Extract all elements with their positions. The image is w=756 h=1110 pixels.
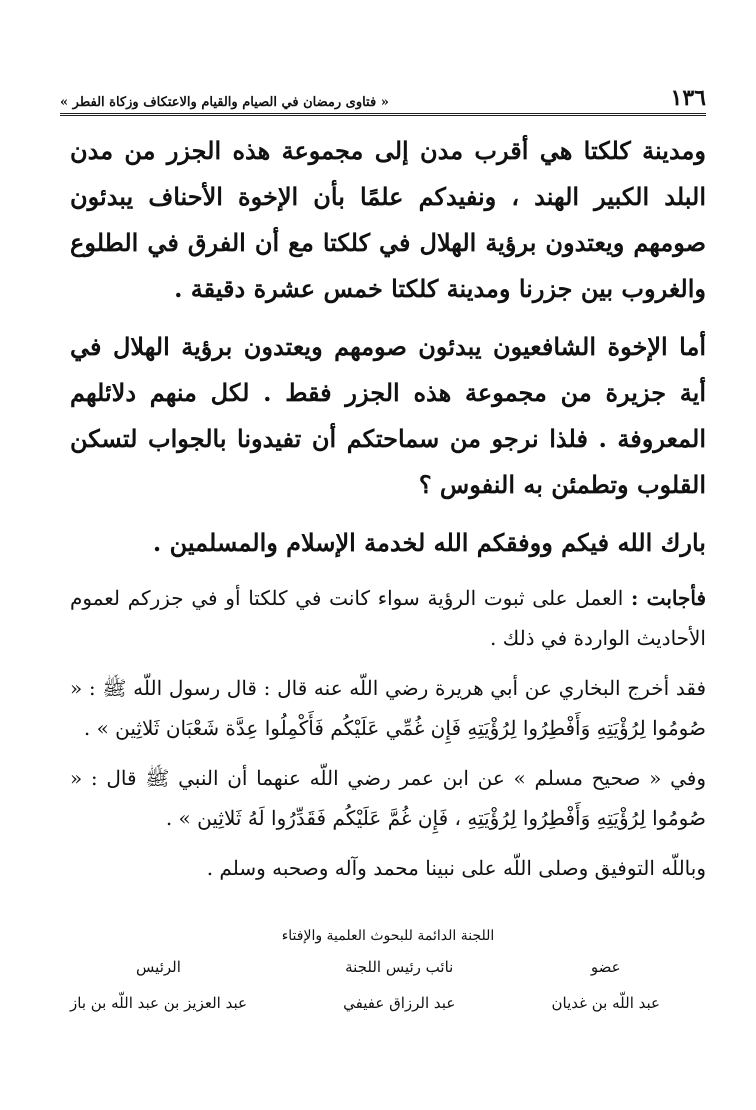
answer-text: العمل على ثبوت الرؤية سواء كانت في كلكتا أو في جزركم لعموم الأحاديث الواردة في ذلك .	[70, 586, 706, 650]
question-paragraph: أما الإخوة الشافعيون يبدئون صومهم ويعتدون برؤية الهلال في أية جزيرة من مجموعة هذه الجزر فقط . لكل منهم دلائلهم المعروفة . فلذا نرجو من سماحتكم أن تفيدونا بالجواب لتسكن القلوب وتطمئن به النفوس ؟	[70, 332, 706, 499]
signature-block	[70, 958, 660, 1012]
answer-paragraph	[70, 578, 706, 658]
question-paragraph: ومدينة كلكتا هي أقرب مدن إلى مجموعة هذه الجزر من مدن البلد الكبير الهند ، ونفيدكم علمًا بأن الإخوة الأحناف يبدئون صومهم ويعتدون برؤية الهلال في كلكتا مع أن الفرق في الطلوع والغروب بين جزرنا ومدينة كلكتا خمس عشرة دقيقة .	[70, 136, 706, 303]
signature-vice-chair	[343, 958, 455, 1012]
answer-lead: فأجابت :	[630, 586, 707, 610]
signature-role: عضو	[590, 958, 621, 976]
question-paragraph: بارك الله فيكم ووفقكم الله لخدمة الإسلام والمسلمين .	[152, 528, 706, 557]
page-body	[70, 128, 706, 898]
signature-name: عبد العزيز بن عبد اللّه بن باز	[70, 994, 247, 1012]
signature-name: عبد اللّه بن غديان	[551, 994, 660, 1012]
hadith-paragraph: فقد أخرج البخاري عن أبي هريرة رضي اللّه عنه قال : قال رسول اللّه ﷺ : « صُومُوا لِرُؤْيَتِهِ وَأَفْطِرُوا لِرُؤْيَتِهِ فَإِن غُمِّي عَلَيْكُم فَأَكْمِلُوا عِدَّة شَعْبَان ثَلاثِين » .	[70, 676, 706, 740]
signature-role: الرئيس	[136, 958, 181, 976]
page-header	[60, 86, 706, 116]
running-title: « فتاوى رمضان في الصيام والقيام والاعتكاف وزكاة الفطر »	[60, 95, 389, 110]
committee-name: اللجنة الدائمة للبحوث العلمية والإفتاء	[281, 928, 495, 944]
closing-paragraph: وباللّه التوفيق وصلى اللّه على نبينا محمد وآله وصحبه وسلم .	[206, 856, 706, 880]
page-number: ١٣٦	[670, 85, 706, 111]
signature-chair	[70, 958, 247, 1012]
signature-role: نائب رئيس اللجنة	[345, 958, 454, 976]
signature-member	[552, 958, 660, 1012]
hadith-paragraph: وفي « صحيح مسلم » عن ابن عمر رضي اللّه عنهما أن النبي ﷺ قال : « صُومُوا لِرُؤْيَتِهِ وَأَفْطِرُوا لِرُؤْيَتِهِ ، فَإِن غُمَّ عَلَيْكُم فَقَدِّرُوا لَهُ ثَلاثِين » .	[70, 766, 706, 830]
signature-name: عبد الرزاق عفيفي	[343, 994, 456, 1012]
